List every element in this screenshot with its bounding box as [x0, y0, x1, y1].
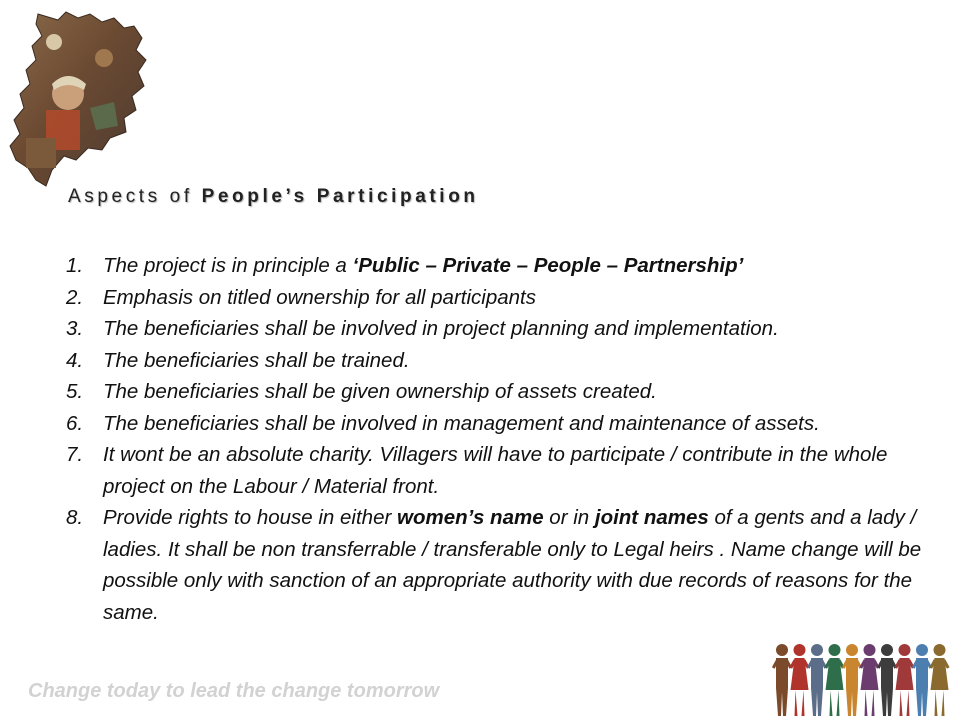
- list-item-number: 4.: [66, 348, 84, 372]
- list-item: [66, 502, 936, 628]
- people-chain-icon: [770, 636, 960, 720]
- person-figure-icon: [896, 644, 914, 716]
- emphasis-text: joint names: [594, 506, 709, 529]
- state-map-collage-icon: [6, 10, 154, 190]
- list-item-text: It wont be an absolute charity. Villagers will have to participate / contribute in the whole project on the Labour / Material front.: [103, 443, 888, 498]
- list-item: [66, 313, 936, 345]
- list-item-number: 5.: [66, 380, 84, 403]
- person-figure-icon: [826, 644, 844, 716]
- list-item-text: The beneficiaries shall be given ownership of assets created.: [103, 380, 657, 403]
- list-item-text: Emphasis on titled ownership for all participants: [103, 285, 536, 309]
- list-item-text: The beneficiaries shall be involved in project planning and implementation.: [103, 317, 779, 340]
- person-figure-icon: [878, 644, 896, 716]
- list-item-text: or in: [543, 506, 595, 529]
- list-item-number: 8.: [66, 506, 84, 529]
- list-item: [66, 282, 936, 314]
- list-item-text: The project is in principle a: [103, 254, 353, 277]
- slide-heading: [68, 186, 479, 208]
- person-figure-icon: [808, 644, 826, 716]
- list-item: [66, 376, 936, 408]
- list-item-number: 2.: [66, 285, 84, 309]
- list-item-text: Provide rights to house in either: [103, 506, 397, 529]
- person-figure-icon: [861, 644, 879, 716]
- heading-prefix: Aspects of: [68, 186, 193, 207]
- participation-points-list: [66, 250, 936, 628]
- list-item: [66, 439, 936, 502]
- person-figure-icon: [913, 644, 931, 716]
- emphasis-text: women’s name: [397, 506, 544, 529]
- person-figure-icon: [931, 644, 949, 716]
- person-figure-icon: [773, 644, 791, 716]
- person-figure-icon: [791, 644, 809, 716]
- heading-bold: People’s Participation: [201, 186, 479, 207]
- person-figure-icon: [843, 644, 861, 716]
- list-item-text: The beneficiaries shall be involved in management and maintenance of assets.: [103, 411, 820, 435]
- list-item: [66, 345, 936, 377]
- list-item-text: The beneficiaries shall be trained.: [103, 348, 410, 372]
- list-item: [66, 408, 936, 440]
- list-item-number: 6.: [66, 411, 84, 435]
- list-item-number: 3.: [66, 317, 84, 340]
- list-item-text: of a gents and a lady / ladies. It shall be non transferrable / transferable only to Legal heirs . Name change will be possible only with sanction of an appropriate authority with due records of reasons for the same.: [103, 506, 922, 624]
- list-item-number: 1.: [66, 254, 84, 277]
- list-item: [66, 250, 936, 282]
- footer-tagline: Change today to lead the change tomorrow: [28, 680, 440, 702]
- emphasis-text: ‘Public – Private – People – Partnership’: [352, 254, 744, 277]
- list-item-number: 7.: [66, 443, 84, 466]
